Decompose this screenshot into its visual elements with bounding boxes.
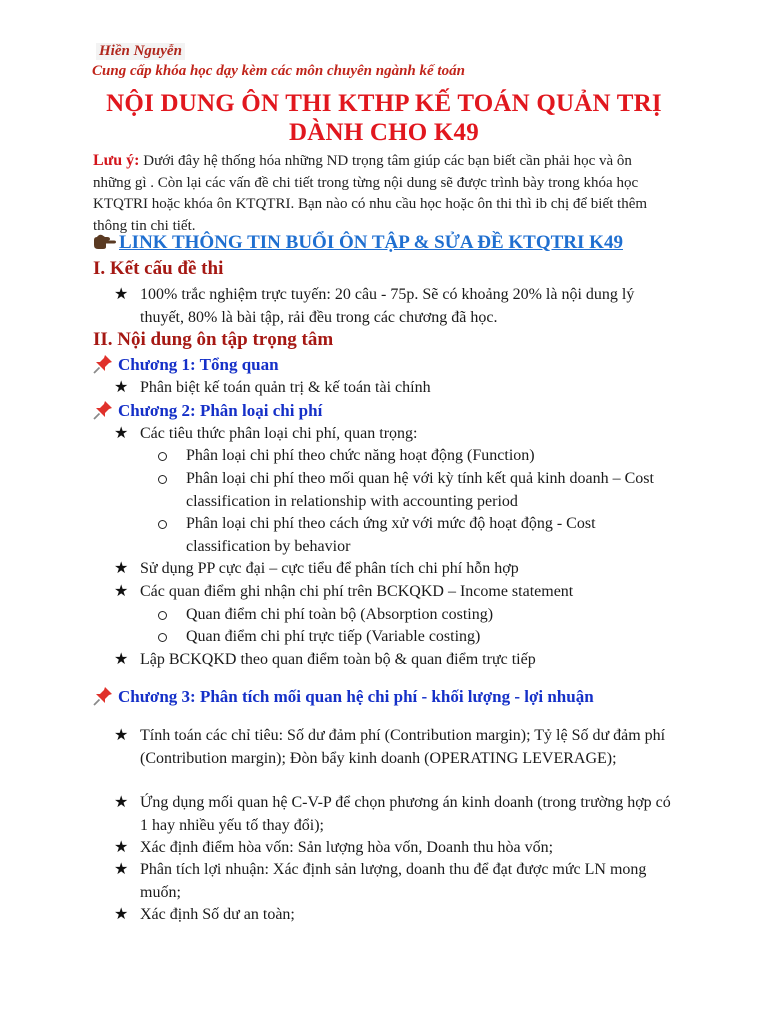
circle-icon	[158, 452, 167, 461]
star-icon: ★	[114, 379, 129, 396]
circle-icon	[158, 520, 167, 529]
sub-list-item: Phân loại chi phí theo cách ứng xử với mức độ hoạt động - Cost classification by behavior	[158, 513, 668, 558]
star-icon: ★	[114, 286, 129, 303]
page-title-line1: NỘI DUNG ÔN THI KTHP KẾ TOÁN QUẢN TRỊ	[106, 90, 662, 117]
info-link-text[interactable]: LINK THÔNG TIN BUỔI ÔN TẬP & SỬA ĐỀ KTQTRI K49	[119, 232, 623, 253]
info-link[interactable]	[93, 232, 623, 254]
circle-icon	[158, 475, 167, 484]
sub-list-item: Phân loại chi phí theo chức năng hoạt động (Function)	[158, 445, 668, 468]
star-icon: ★	[114, 727, 129, 744]
note-text: Dưới đây hệ thống hóa những ND trọng tâm giúp các bạn biết cần phải học và ôn những gì . Còn lại các vấn đề chi tiết trong từng nội dung sẽ được trình bày trong khóa học KTQTRI hoặc khóa ôn KTQTRI. Bạn nào có nhu cầu học hoặc ôn thi thì ib chị để biết thêm thông tin chi tiết.	[93, 153, 648, 234]
star-icon: ★	[114, 425, 129, 442]
list-item: ★ 100% trắc nghiệm trực tuyến: 20 câu - 75p. Sẽ có khoảng 20% là nội dung lý thuyết, 80% là bài tập, rải đều trong các chương đã học.	[114, 286, 635, 326]
chapter1-heading: Chương 1: Tổng quan	[93, 354, 279, 375]
star-icon: ★	[114, 906, 129, 923]
pushpin-icon	[93, 686, 113, 706]
list-item: ★ Phân biệt kế toán quản trị & kế toán tài chính	[114, 377, 674, 400]
pointing-hand-icon	[93, 232, 117, 250]
sub-list-item: Phân loại chi phí theo mối quan hệ với kỳ tính kết quả kinh doanh – Cost classification in relationship with accounting period	[158, 468, 668, 513]
pushpin-icon	[93, 400, 113, 420]
tagline: Cung cấp khóa học dạy kèm các môn chuyên ngành kế toán	[92, 63, 465, 79]
list-item: ★ Xác định điểm hòa vốn: Sản lượng hòa vốn, Doanh thu hòa vốn;	[114, 837, 674, 860]
star-icon: ★	[114, 583, 129, 600]
star-icon: ★	[114, 560, 129, 577]
list-item: ★ Sử dụng PP cực đại – cực tiểu để phân tích chi phí hỗn hợp	[114, 558, 674, 581]
page-title-line2: DÀNH CHO K49	[289, 119, 479, 146]
sub-list-item: Quan điểm chi phí toàn bộ (Absorption costing)	[158, 604, 668, 627]
list-item: ★ Xác định Số dư an toàn;	[114, 904, 674, 927]
section1-heading: I. Kết cấu đề thi	[93, 258, 224, 279]
star-icon: ★	[114, 839, 129, 856]
note-paragraph	[93, 150, 673, 237]
list-item: ★ Phân tích lợi nhuận: Xác định sản lượng, doanh thu để đạt được mức LN mong muốn;	[114, 861, 647, 901]
section2-heading: II. Nội dung ôn tập trọng tâm	[93, 329, 334, 350]
star-icon: ★	[114, 861, 129, 878]
star-icon: ★	[114, 794, 129, 811]
list-item: ★ Các tiêu thức phân loại chi phí, quan trọng:	[114, 423, 674, 446]
pushpin-icon	[93, 354, 113, 374]
circle-icon	[158, 633, 167, 642]
note-label: Lưu ý:	[93, 152, 140, 169]
list-item: ★ Lập BCKQKD theo quan điểm toàn bộ & quan điểm trực tiếp	[114, 649, 674, 672]
list-item: ★ Ứng dụng mối quan hệ C-V-P để chọn phương án kinh doanh (trong trường hợp có 1 hay nhiều yếu tố thay đổi);	[114, 794, 671, 834]
chapter3-heading: Chương 3: Phân tích mối quan hệ chi phí - khối lượng - lợi nhuận	[93, 686, 594, 707]
circle-icon	[158, 611, 167, 620]
sub-list-item: Quan điểm chi phí trực tiếp (Variable costing)	[158, 626, 668, 649]
list-item: ★ Tính toán các chỉ tiêu: Số dư đảm phí (Contribution margin); Tỷ lệ Số dư đảm phí (Contribution margin); Đòn bẩy kinh doanh (OPERATING LEVERAGE);	[114, 727, 666, 767]
star-icon: ★	[114, 651, 129, 668]
list-item: ★ Các quan điểm ghi nhận chi phí trên BCKQKD – Income statement	[114, 581, 674, 604]
author-name: Hiền Nguyễn	[96, 43, 185, 60]
chapter2-heading: Chương 2: Phân loại chi phí	[93, 400, 322, 421]
